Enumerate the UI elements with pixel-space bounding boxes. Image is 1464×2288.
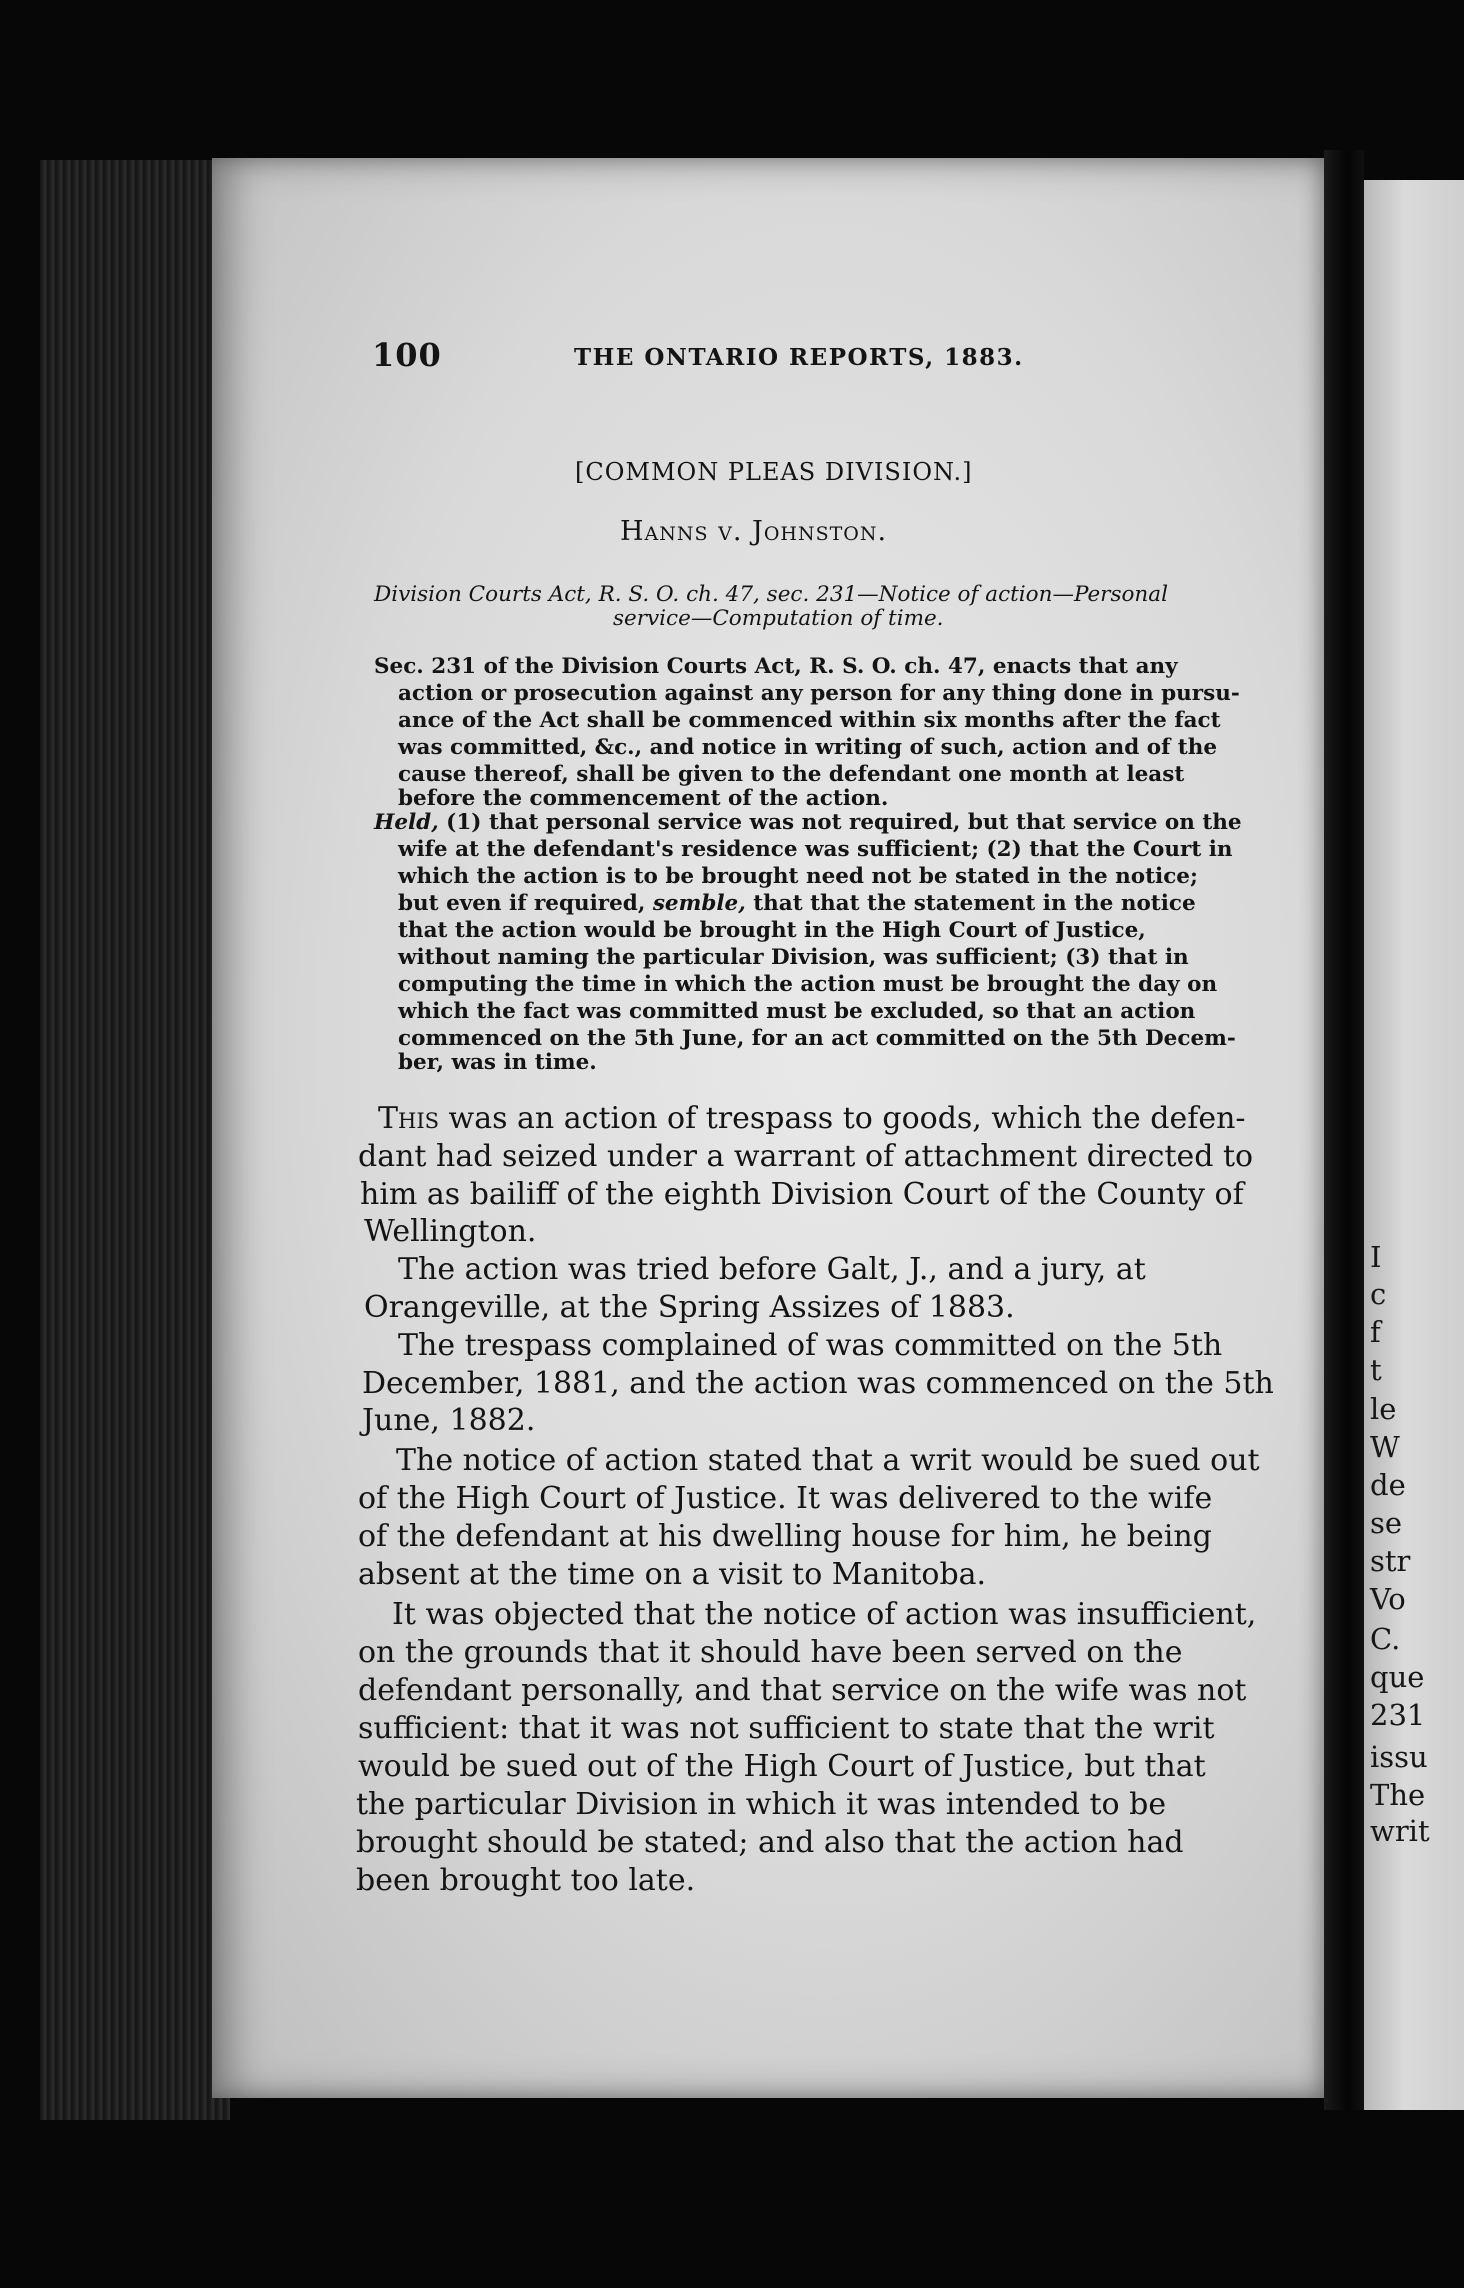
facing-page-fragment: The xyxy=(1370,1778,1426,1812)
subject-line: Division Courts Act, R. S. O. ch. 47, sec. 231—Notice of action—Personal xyxy=(374,582,1168,607)
held-line: without naming the particular Division, was sufficient; (3) that in xyxy=(398,945,1189,970)
held-line xyxy=(374,810,1242,836)
held-line: which the action is to be brought need not be stated in the notice; xyxy=(398,864,1198,889)
body-line: June, 1882. xyxy=(362,1403,536,1438)
body-line: dant had seized under a warrant of attachment directed to xyxy=(358,1139,1254,1174)
syllabus-line: cause thereof, shall be given to the defendant one month at least xyxy=(398,762,1185,787)
held-line: wife at the defendant's residence was sufficient; (2) that the Court in xyxy=(398,837,1233,862)
facing-page-fragment: c xyxy=(1370,1277,1387,1311)
syllabus-line: ance of the Act shall be commenced within six months after the fact xyxy=(398,708,1221,733)
body-line: defendant personally, and that service on the wife was not xyxy=(358,1673,1247,1708)
gutter xyxy=(1324,150,1364,2110)
syllabus-line: action or prosecution against any person for any thing done in pursu- xyxy=(398,681,1240,706)
facing-page xyxy=(1364,180,1464,2110)
held-line xyxy=(398,891,1196,917)
body-line: December, 1881, and the action was commenced on the 5th xyxy=(362,1366,1274,1401)
body-line: would be sued out of the High Court of Justice, but that xyxy=(358,1749,1206,1784)
body-line: sufficient: that it was not sufficient to state that the writ xyxy=(358,1711,1215,1746)
facing-page-fragment: se xyxy=(1370,1506,1403,1540)
syllabus-line: before the commencement of the action. xyxy=(398,786,889,811)
facing-page-fragment: W xyxy=(1370,1430,1400,1464)
facing-page-fragment: 231 xyxy=(1370,1698,1426,1732)
held-line: ber, was in time. xyxy=(398,1050,597,1075)
body-line: of the defendant at his dwelling house for him, he being xyxy=(358,1519,1212,1554)
held-text: (1) that personal service was not required, but that service on the xyxy=(438,810,1242,835)
held-line: that the action would be brought in the High Court of Justice, xyxy=(398,918,1146,943)
body-line xyxy=(378,1100,1246,1138)
division-heading: [COMMON PLEAS DIVISION.] xyxy=(575,458,973,486)
body-line: The trespass complained of was committed on the 5th xyxy=(398,1328,1223,1363)
facing-page-fragment: que xyxy=(1370,1660,1425,1694)
body-line: brought should be stated; and also that the action had xyxy=(356,1825,1184,1860)
semble-word: semble, xyxy=(652,891,746,916)
held-line: computing the time in which the action must be brought the day on xyxy=(398,972,1218,997)
body-line: of the High Court of Justice. It was delivered to the wife xyxy=(358,1481,1213,1516)
facing-page-fragment: le xyxy=(1370,1392,1397,1426)
syllabus-line: was committed, &c., and notice in writing of such, action and of the xyxy=(398,735,1218,760)
held-text: that that the statement in the notice xyxy=(745,891,1196,916)
held-line: which the fact was committed must be excluded, so that an action xyxy=(398,999,1196,1024)
held-label: Held, xyxy=(374,810,439,835)
body-line: The notice of action stated that a writ would be sued out xyxy=(396,1443,1260,1478)
body-line: The action was tried before Galt, J., and a jury, at xyxy=(398,1252,1146,1287)
body-line: him as bailiff of the eighth Division Court of the County of xyxy=(360,1177,1244,1212)
facing-page-fragment: writ xyxy=(1370,1814,1430,1848)
body-line: the particular Division in which it was intended to be xyxy=(356,1787,1167,1822)
page-number: 100 xyxy=(372,336,442,374)
facing-page-fragment: I xyxy=(1370,1240,1382,1274)
syllabus-line: Sec. 231 of the Division Courts Act, R. S. O. ch. 47, enacts that any xyxy=(374,654,1178,679)
facing-page-fragment: str xyxy=(1370,1544,1411,1578)
held-text: but even if required, xyxy=(398,891,653,916)
opening-word: This xyxy=(378,1101,440,1136)
facing-page-fragment: de xyxy=(1370,1468,1406,1502)
running-title: THE ONTARIO REPORTS, 1883. xyxy=(574,344,1024,371)
body-line: It was objected that the notice of action was insufficient, xyxy=(392,1597,1257,1632)
body-line: Orangeville, at the Spring Assizes of 1883. xyxy=(364,1290,1015,1325)
facing-page-fragment: C. xyxy=(1370,1622,1401,1656)
book-edge xyxy=(40,160,230,2120)
facing-page-fragment: Vo xyxy=(1370,1582,1406,1616)
held-line: commenced on the 5th June, for an act committed on the 5th Decem- xyxy=(398,1026,1236,1051)
body-line: on the grounds that it should have been served on the xyxy=(358,1635,1183,1670)
subject-line: service—Computation of time. xyxy=(613,606,944,631)
body-line: Wellington. xyxy=(364,1214,537,1249)
body-text: was an action of trespass to goods, which the defen- xyxy=(439,1101,1246,1136)
facing-page-fragment: f xyxy=(1370,1315,1381,1349)
facing-page-fragment: t xyxy=(1370,1353,1382,1387)
facing-page-fragment: issu xyxy=(1370,1740,1428,1774)
case-title: Hanns v. Johnston. xyxy=(620,516,888,547)
body-line: been brought too late. xyxy=(356,1863,696,1898)
body-line: absent at the time on a visit to Manitoba. xyxy=(358,1557,987,1592)
